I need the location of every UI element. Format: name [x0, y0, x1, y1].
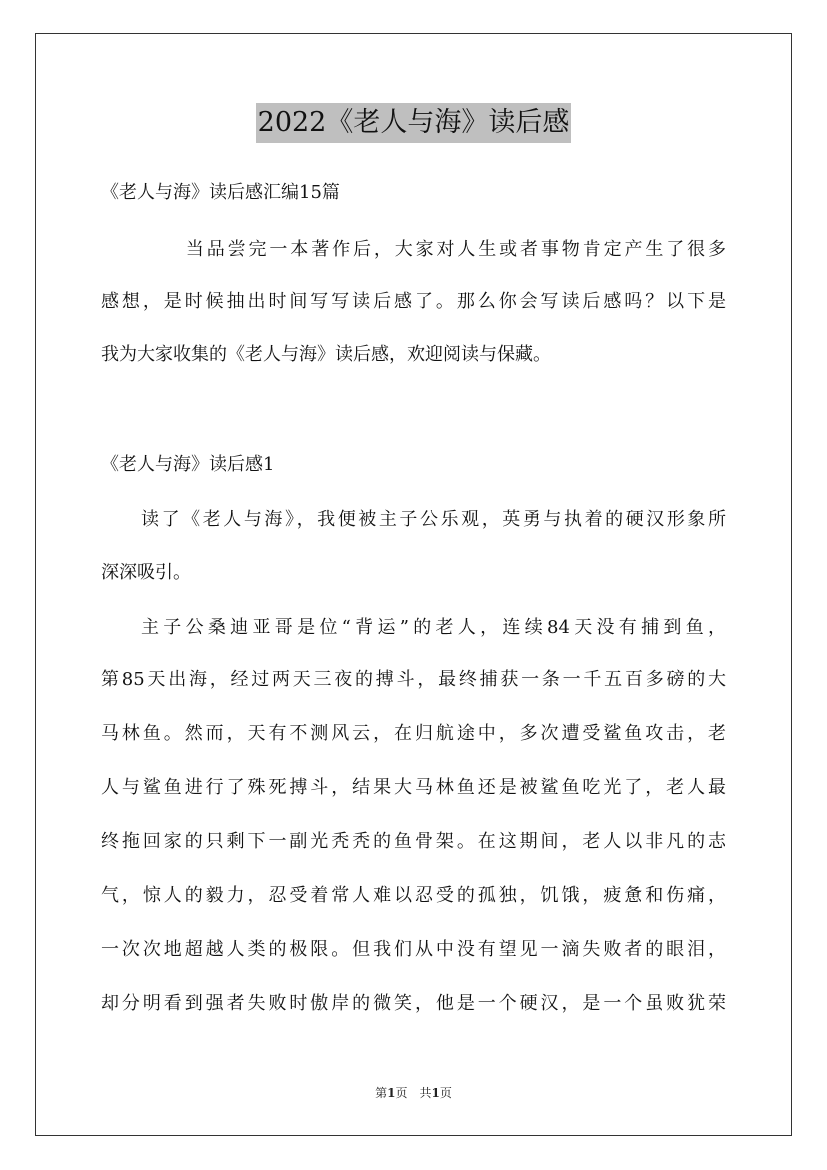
- para2-line-7: 一次次地超越人类的极限。但我们从中没有望见一滴失败者的眼泪，: [101, 939, 726, 960]
- footer-page-prefix: 第: [375, 1086, 388, 1100]
- footer-page-number: 1: [387, 1086, 396, 1100]
- footer-total-number: 1: [431, 1086, 440, 1100]
- section-heading-1: 《老人与海》读后感1: [101, 454, 275, 475]
- intro-line-3: 我为大家收集的《老人与海》读后感，欢迎阅读与保藏。: [101, 344, 551, 365]
- para2-line-6: 气，惊人的毅力，忍受着常人难以忍受的孤独，饥饿，疲惫和伤痛，: [101, 885, 726, 906]
- title-container: [0, 103, 827, 143]
- para2-line-3: 马林鱼。然而，天有不测风云，在归航途中，多次遭受鲨鱼攻击，老: [101, 723, 726, 744]
- para1-line-2: 深深吸引。: [101, 562, 191, 583]
- intro-line-2: 感想，是时候抽出时间写写读后感了。那么你会写读后感吗？以下是: [101, 291, 726, 312]
- para2-line-5: 终拖回家的只剩下一副光秃秃的鱼骨架。在这期间，老人以非凡的志: [101, 831, 726, 852]
- para2-line-4: 人与鲨鱼进行了殊死搏斗，结果大马林鱼还是被鲨鱼吃光了，老人最: [101, 777, 726, 798]
- intro-line-1-text: 当品尝完一本著作后，大家对人生或者事物肯定产生了很多: [183, 239, 726, 260]
- footer-total-suffix: 页: [439, 1086, 452, 1100]
- footer-page-suffix: 页: [395, 1086, 408, 1100]
- footer-total-prefix: 共: [419, 1086, 432, 1100]
- document-title: 2022《老人与海》读后感: [256, 103, 572, 143]
- para2-line-8: 却分明看到强者失败时傲岸的微笑，他是一个硬汉，是一个虽败犹荣: [101, 993, 726, 1014]
- page-footer: [0, 1085, 827, 1101]
- para2-line-2: 第85天出海，经过两天三夜的搏斗，最终捕获一条一千五百多磅的大: [101, 669, 726, 690]
- para1-line-1: 读了《老人与海》，我便被主子公乐观，英勇与执着的硬汉形象所: [141, 509, 726, 530]
- document-subtitle: 《老人与海》读后感汇编15篇: [101, 182, 340, 203]
- para2-line-1: 主子公桑迪亚哥是位“背运”的老人，连续84天没有捕到鱼，: [141, 617, 726, 638]
- intro-line-1: [101, 238, 726, 262]
